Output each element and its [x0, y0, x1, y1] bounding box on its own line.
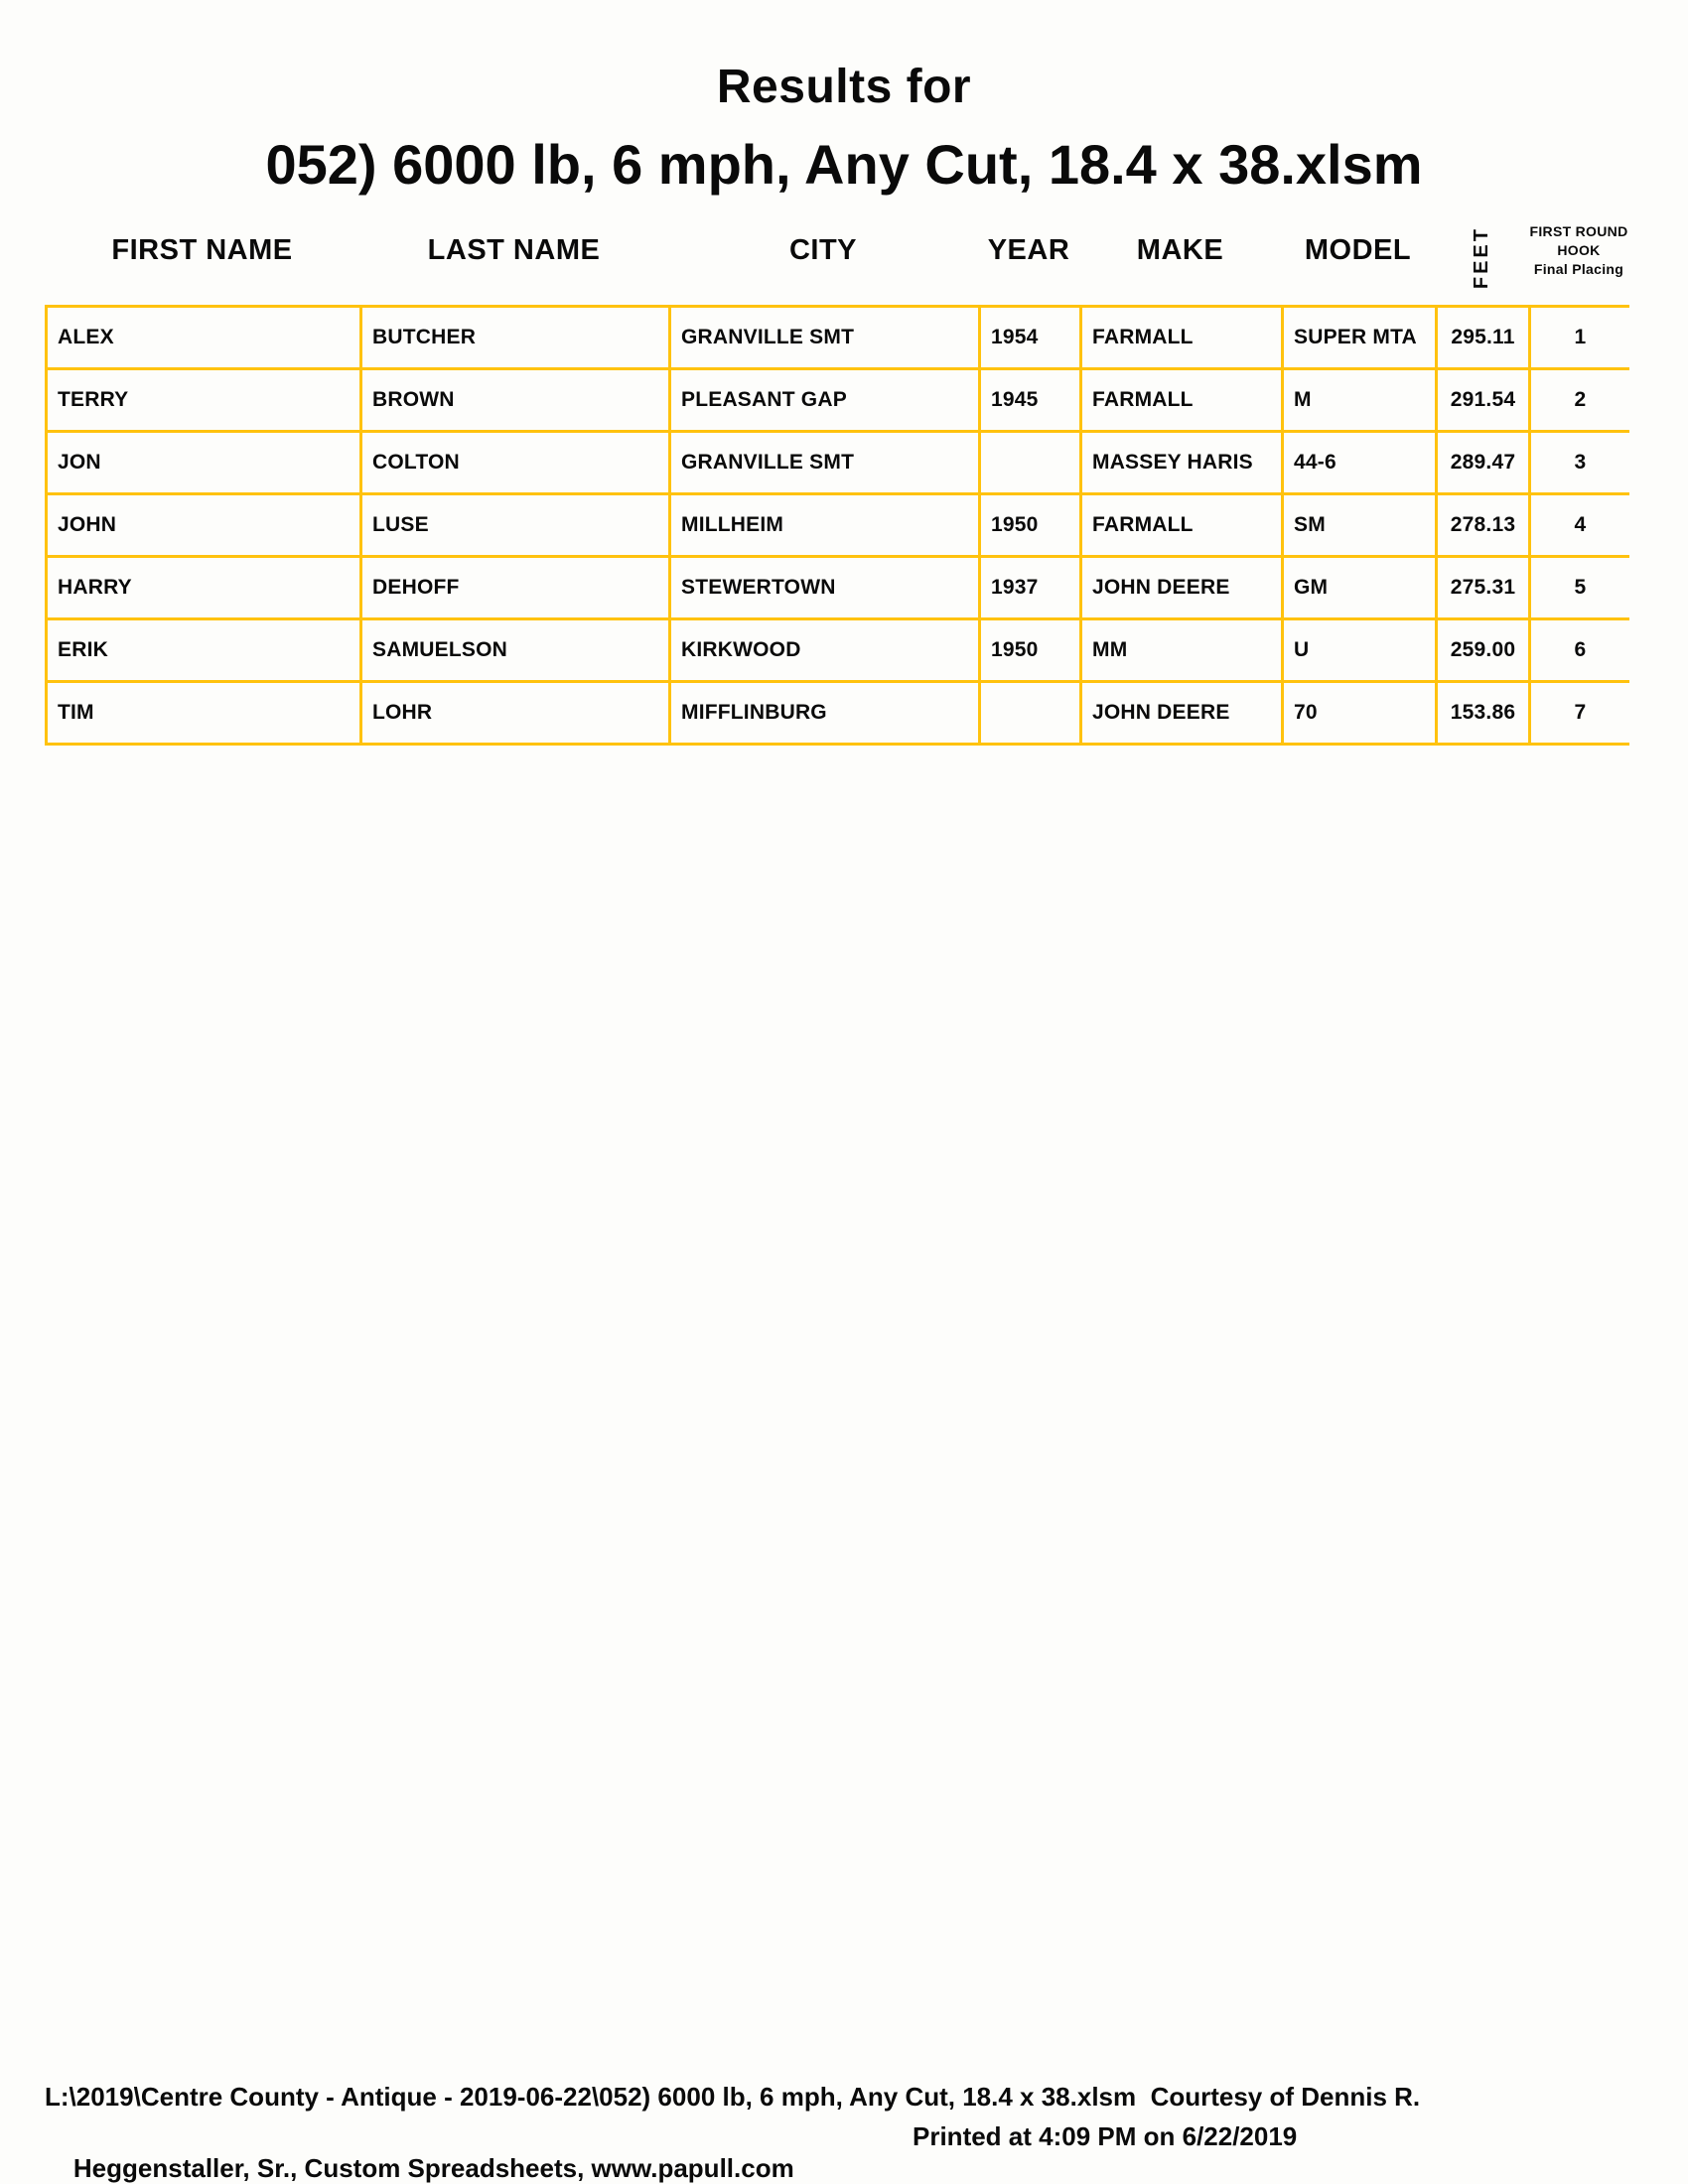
table-cell-last_name: LOHR [359, 683, 668, 743]
column-header-year: YEAR [987, 234, 1070, 266]
table-cell-feet: 289.47 [1435, 433, 1528, 492]
table-cell-year: 1950 [978, 495, 1079, 555]
final-placing-label-line: FIRST ROUND [1529, 223, 1628, 239]
table-cell-first_name: ALEX [45, 308, 359, 367]
column-header-city: CITY [788, 234, 858, 266]
table-cell-placing: 7 [1528, 683, 1629, 743]
footer-printed-timestamp: Printed at 4:09 PM on 6/22/2019 [913, 2121, 1298, 2151]
table-cell-first_name: ERIK [45, 620, 359, 680]
table-cell-first_name: JOHN [45, 495, 359, 555]
table-row [45, 492, 1629, 555]
table-row [45, 680, 1629, 743]
table-cell-model: M [1281, 370, 1435, 430]
table-cell-model: SUPER MTA [1281, 308, 1435, 367]
footer-credits [45, 2120, 1653, 2184]
table-cell-make: FARMALL [1079, 495, 1281, 555]
footer-credits-text: Heggenstaller, Sr., Custom Spreadsheets, www.papull.com [72, 2153, 794, 2183]
table-cell-model: 44-6 [1281, 433, 1435, 492]
table-cell-city: GRANVILLE SMT [668, 308, 978, 367]
table-cell-first_name: HARRY [45, 558, 359, 617]
table-cell-last_name: LUSE [359, 495, 668, 555]
table-cell-last_name: BUTCHER [359, 308, 668, 367]
table-cell-model: U [1281, 620, 1435, 680]
table-cell-placing: 3 [1528, 433, 1629, 492]
table-cell-city: GRANVILLE SMT [668, 433, 978, 492]
table-cell-city: KIRKWOOD [668, 620, 978, 680]
feet-rotated-label: FEET [1471, 225, 1492, 289]
table-cell-last_name: BROWN [359, 370, 668, 430]
table-row [45, 617, 1629, 680]
table-cell-placing: 6 [1528, 620, 1629, 680]
table-cell-first_name: TIM [45, 683, 359, 743]
column-header-make: MAKE [1136, 234, 1224, 266]
table-cell-make: JOHN DEERE [1079, 558, 1281, 617]
table-cell-last_name: COLTON [359, 433, 668, 492]
table-cell-year: 1954 [978, 308, 1079, 367]
table-cell-feet: 295.11 [1435, 308, 1528, 367]
table-cell-placing: 5 [1528, 558, 1629, 617]
column-header-first-name: FIRST NAME [111, 234, 293, 266]
table-cell-placing: 1 [1528, 308, 1629, 367]
table-body [45, 305, 1629, 746]
table-cell-year: 1950 [978, 620, 1079, 680]
table-header-row [45, 210, 1629, 305]
table-cell-model: 70 [1281, 683, 1435, 743]
table-cell-year: 1937 [978, 558, 1079, 617]
column-header-final-placing [1528, 210, 1629, 305]
table-cell-last_name: DEHOFF [359, 558, 668, 617]
results-table [45, 210, 1629, 746]
table-cell-placing: 2 [1528, 370, 1629, 430]
table-cell-feet: 278.13 [1435, 495, 1528, 555]
table-cell-year [978, 683, 1079, 743]
table-cell-last_name: SAMUELSON [359, 620, 668, 680]
table-cell-feet: 291.54 [1435, 370, 1528, 430]
column-header-feet [1435, 210, 1528, 305]
table-cell-city: MIFFLINBURG [668, 683, 978, 743]
table-cell-year: 1945 [978, 370, 1079, 430]
table-cell-feet: 153.86 [1435, 683, 1528, 743]
table-cell-year [978, 433, 1079, 492]
final-placing-label-line: HOOK [1557, 242, 1601, 258]
table-cell-feet: 275.31 [1435, 558, 1528, 617]
table-cell-make: JOHN DEERE [1079, 683, 1281, 743]
table-cell-model: SM [1281, 495, 1435, 555]
table-cell-first_name: TERRY [45, 370, 359, 430]
table-cell-make: MASSEY HARIS [1079, 433, 1281, 492]
table-row [45, 430, 1629, 492]
table-row [45, 367, 1629, 430]
table-cell-city: MILLHEIM [668, 495, 978, 555]
table-cell-city: STEWERTOWN [668, 558, 978, 617]
table-cell-make: FARMALL [1079, 308, 1281, 367]
table-row [45, 305, 1629, 367]
final-placing-label-line: Final Placing [1533, 261, 1624, 277]
table-row [45, 555, 1629, 617]
page-title: Results for [716, 61, 972, 113]
table-cell-make: FARMALL [1079, 370, 1281, 430]
table-cell-placing: 4 [1528, 495, 1629, 555]
page-subtitle: 052) 6000 lb, 6 mph, Any Cut, 18.4 x 38.xlsm [265, 133, 1423, 196]
column-header-last-name: LAST NAME [427, 234, 601, 266]
table-cell-feet: 259.00 [1435, 620, 1528, 680]
table-cell-make: MM [1079, 620, 1281, 680]
table-cell-model: GM [1281, 558, 1435, 617]
column-header-model: MODEL [1304, 234, 1412, 266]
table-cell-city: PLEASANT GAP [668, 370, 978, 430]
footer-file-path: L:\2019\Centre County - Antique - 2019-06-22\052) 6000 lb, 6 mph, Any Cut, 18.4 x 38.xlsm Courtesy of Dennis R. [45, 2082, 1421, 2112]
table-cell-first_name: JON [45, 433, 359, 492]
